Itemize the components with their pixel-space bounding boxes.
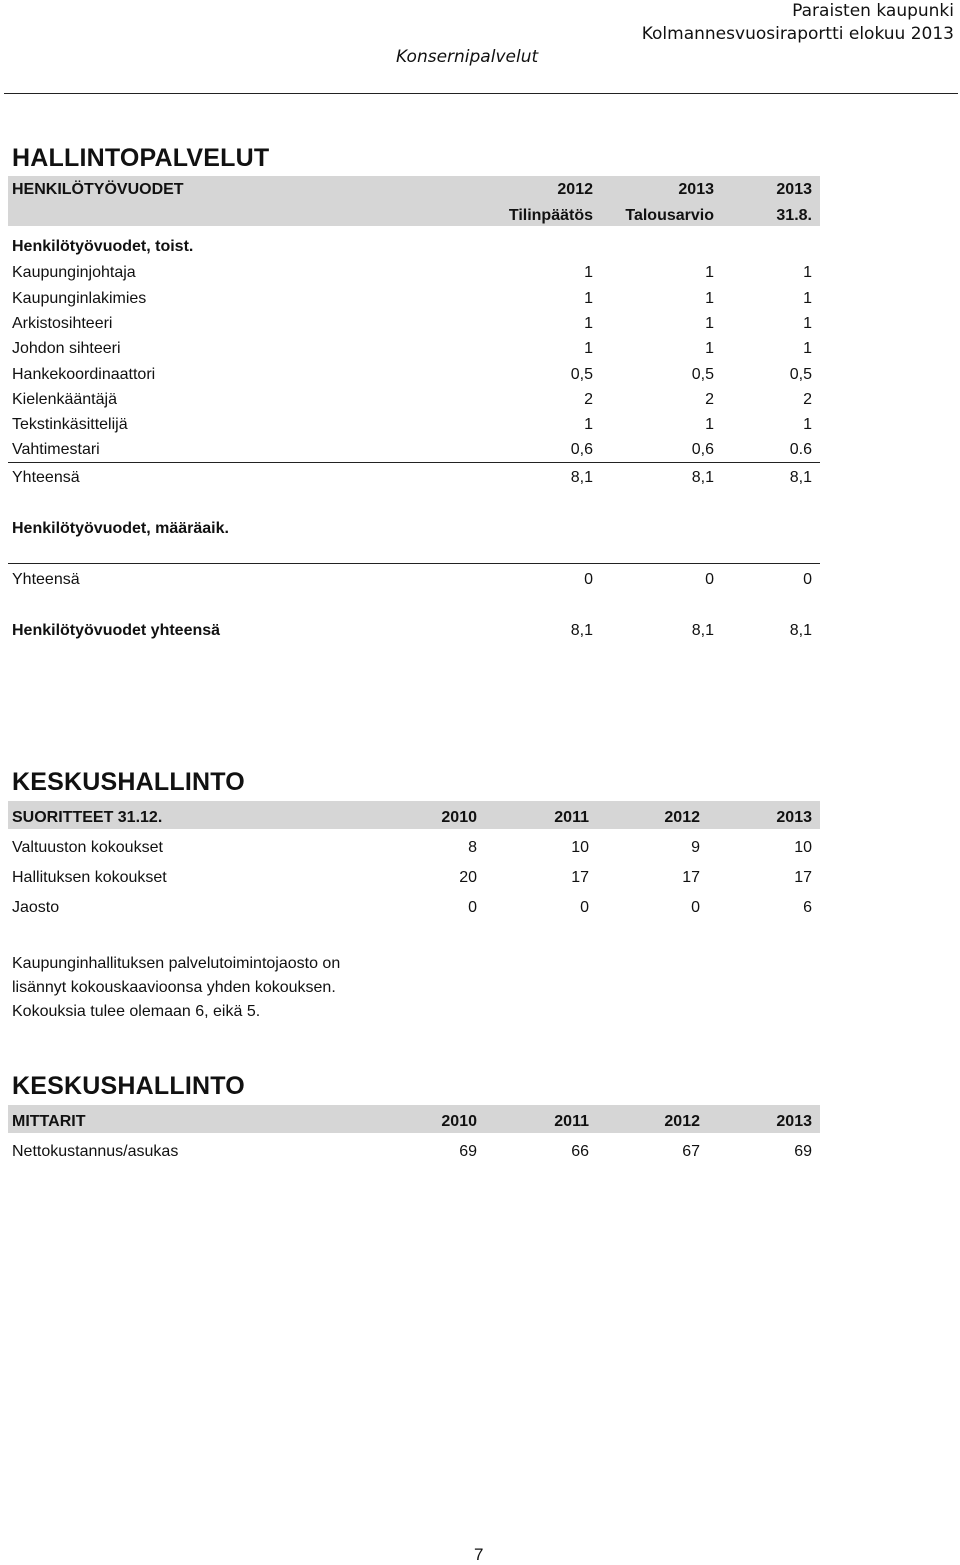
section-title-keskushallinto-mittarit: KESKUSHALLINTO [12, 1072, 245, 1100]
cell-value: 0,6 [691, 441, 714, 458]
table-header-label: MITTARIT [12, 1113, 86, 1130]
column-year: 2012 [664, 1113, 700, 1130]
note-line: Kaupunginhallituksen palvelutoimintojaosto on [12, 955, 341, 972]
cell-value: 0,5 [570, 366, 593, 383]
cell-value: 10 [571, 839, 589, 856]
row-label: Henkilötyövuodet yhteensä [12, 622, 221, 639]
row-label: Tekstinkäsittelijä [12, 416, 128, 433]
cell-value: 1 [584, 315, 593, 332]
cell-value: 2 [705, 391, 714, 408]
cell-value: 1 [705, 290, 714, 307]
cell-value: 1 [584, 416, 593, 433]
cell-value: 17 [794, 869, 812, 886]
department-name: Konsernipalvelut [396, 47, 539, 67]
cell-value: 8,1 [691, 622, 714, 639]
organization-name: Paraisten kaupunki [792, 1, 954, 21]
cell-value: 69 [459, 1143, 477, 1160]
column-year: 2013 [776, 181, 812, 198]
row-label: Yhteensä [12, 469, 80, 486]
cell-value: 1 [705, 315, 714, 332]
row-label: Hallituksen kokoukset [12, 869, 167, 886]
cell-value: 1 [803, 416, 812, 433]
cell-value: 8,1 [570, 469, 593, 486]
cell-value: 1 [803, 315, 812, 332]
cell-value: 2 [803, 391, 812, 408]
cell-value: 8,1 [789, 469, 812, 486]
subsection-heading-text: Henkilötyövuodet, toist. [12, 238, 194, 255]
header-divider [4, 93, 958, 94]
cell-value: 1 [584, 340, 593, 357]
cell-value: 67 [682, 1143, 700, 1160]
cell-value: 0 [691, 899, 700, 916]
cell-value: 0,5 [691, 366, 714, 383]
table-header-label: SUORITTEET 31.12. [12, 809, 163, 826]
cell-value: 1 [705, 264, 714, 281]
cell-value: 66 [571, 1143, 589, 1160]
row-label: Nettokustannus/asukas [12, 1143, 179, 1160]
cell-value: 1 [705, 416, 714, 433]
cell-value: 6 [803, 899, 812, 916]
column-subheader: 31.8. [776, 207, 812, 224]
page-header [0, 0, 960, 96]
cell-value: 1 [803, 264, 812, 281]
cell-value: 17 [571, 869, 589, 886]
column-subheader: Tilinpäätös [508, 207, 593, 224]
cell-value: 69 [794, 1143, 812, 1160]
cell-value: 1 [705, 340, 714, 357]
table-header-label: HENKILÖTYÖVUODET [12, 181, 184, 198]
subsection-heading-text: Henkilötyövuodet, määräaik. [12, 520, 229, 537]
column-year: 2012 [664, 809, 700, 826]
cell-value: 0 [584, 571, 593, 588]
cell-value: 8 [468, 839, 477, 856]
page-number: 7 [474, 1545, 484, 1564]
cell-value: 0,6 [570, 441, 593, 458]
cell-value: 0 [468, 899, 477, 916]
column-subheader: Talousarvio [625, 207, 714, 224]
total-divider [8, 462, 820, 463]
column-year: 2012 [557, 181, 593, 198]
cell-value: 1 [584, 264, 593, 281]
note-line: Kokouksia tulee olemaan 6, eikä 5. [12, 1003, 261, 1020]
section-title-keskushallinto: KESKUSHALLINTO [12, 768, 245, 796]
row-label: Kaupunginlakimies [12, 290, 147, 307]
row-label: Kielenkääntäjä [12, 391, 117, 408]
cell-value: 8,1 [570, 622, 593, 639]
column-year: 2011 [554, 809, 589, 826]
cell-value: 20 [459, 869, 477, 886]
row-label: Kaupunginjohtaja [12, 264, 136, 281]
cell-value: 8,1 [691, 469, 714, 486]
row-label: Johdon sihteeri [12, 340, 121, 357]
row-label: Yhteensä [12, 571, 80, 588]
cell-value: 0 [705, 571, 714, 588]
meetings-note [12, 952, 432, 1024]
column-year: 2013 [776, 1113, 812, 1130]
cell-value: 0 [803, 571, 812, 588]
cell-value: 1 [803, 340, 812, 357]
column-year: 2011 [554, 1113, 589, 1130]
cell-value: 2 [584, 391, 593, 408]
column-year: 2013 [776, 809, 812, 826]
section-title-hallintopalvelut: HALLINTOPALVELUT [12, 144, 270, 172]
column-year: 2010 [441, 809, 477, 826]
cell-value: 0,5 [789, 366, 812, 383]
temporary-divider [8, 563, 820, 564]
row-label: Vahtimestari [12, 441, 100, 458]
cell-value: 1 [803, 290, 812, 307]
cell-value: 0 [580, 899, 589, 916]
cell-value: 1 [584, 290, 593, 307]
cell-value: 17 [682, 869, 700, 886]
column-year: 2013 [678, 181, 714, 198]
note-line: lisännyt kokouskaavioonsa yhden kokouksen. [12, 979, 336, 996]
row-label: Arkistosihteeri [12, 315, 113, 332]
cell-value: 8,1 [789, 622, 812, 639]
row-label: Jaosto [12, 899, 60, 916]
report-title: Kolmannesvuosiraportti elokuu 2013 [641, 24, 954, 44]
cell-value: 10 [794, 839, 812, 856]
row-label: Hankekoordinaattori [12, 366, 156, 383]
column-year: 2010 [441, 1113, 477, 1130]
cell-value: 9 [691, 839, 700, 856]
row-label: Valtuuston kokoukset [12, 839, 163, 856]
cell-value: 0.6 [789, 441, 812, 458]
